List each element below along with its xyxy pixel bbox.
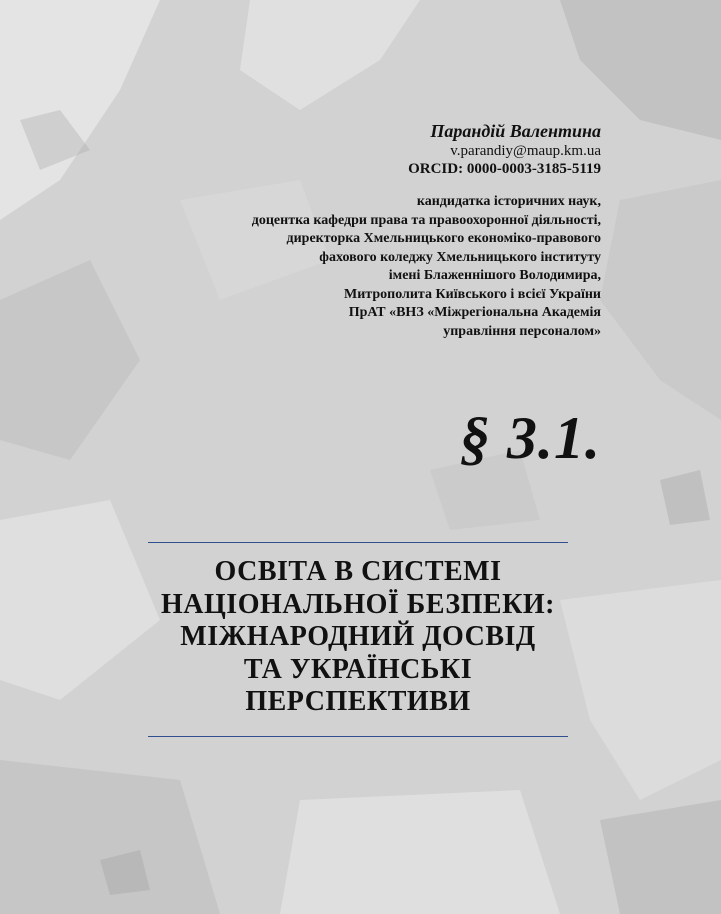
title-line: НАЦІОНАЛЬНОЇ БЕЗПЕКИ:	[161, 588, 555, 620]
affiliation-line: ПрАТ «ВНЗ «Міжрегіональна Академія	[348, 305, 601, 320]
title-line: ПЕРСПЕКТИВИ	[245, 686, 471, 717]
title-line: ОСВІТА В СИСТЕМІ	[214, 556, 502, 587]
affiliation-line: доцентка кафедри права та правоохоронної діяльності,	[251, 212, 601, 228]
title-line: МІЖНАРОДНИЙ ДОСВІД	[180, 621, 536, 652]
title-rule-top	[148, 542, 568, 543]
affiliation-line: імені Блаженнішого Володимира,	[388, 268, 601, 283]
chapter-title	[148, 556, 568, 719]
affiliation-line: директорка Хмельницького економіко-правового	[286, 231, 601, 246]
author-email[interactable]: v.parandiy@maup.km.ua	[450, 143, 601, 159]
author-orcid: ORCID: 0000-0003-3185-5119	[408, 161, 601, 177]
affiliation-line: кандидатка історичних наук,	[416, 194, 601, 209]
title-rule-bottom	[148, 736, 568, 737]
section-number: § 3.1.	[460, 405, 601, 471]
affiliation-line: фахового коледжу Хмельницького інституту	[319, 249, 601, 265]
affiliation	[252, 193, 601, 341]
author-block	[252, 120, 601, 341]
affiliation-line: управління персоналом»	[443, 323, 601, 339]
affiliation-line: Митрополита Київського і всієї України	[344, 286, 601, 302]
author-name: Парандій Валентина	[430, 121, 601, 141]
title-line: ТА УКРАЇНСЬКІ	[243, 653, 473, 685]
